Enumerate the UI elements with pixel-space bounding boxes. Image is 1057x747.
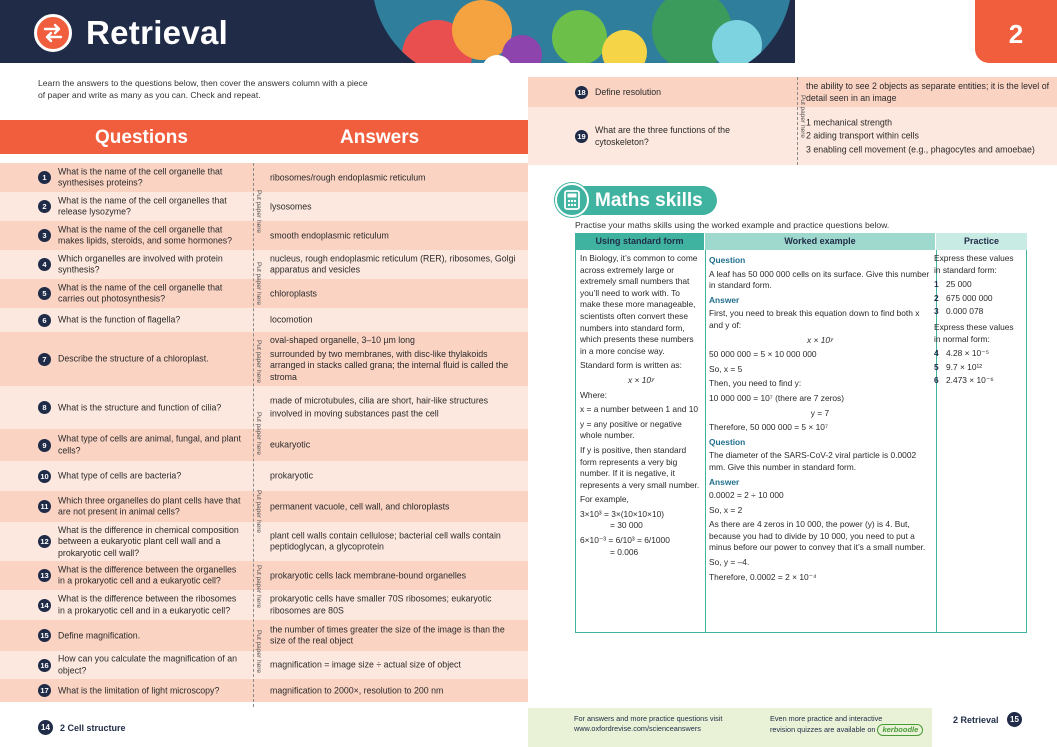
answer-line: magnification to 2000×, resolution to 200 nm <box>270 684 444 695</box>
kerboodle-logo[interactable]: kerboodle <box>877 724 923 736</box>
answer-line: made of microtubules, cilia are short, hair-like structures <box>270 395 489 405</box>
qa-row <box>0 522 528 561</box>
chapter-number-badge: 2 <box>975 0 1057 63</box>
page-number-right: 15 <box>1007 712 1022 727</box>
answer-text <box>270 229 520 243</box>
header-worked-example: Worked example <box>705 233 935 250</box>
answer-line: ribosomes/rough endoplasmic reticulum <box>270 171 426 182</box>
question-text: What is the limitation of light microscopy? <box>58 684 220 695</box>
question-text: Define resolution <box>595 87 662 97</box>
put-paper-here-label: Put paper here <box>255 190 262 234</box>
question-number-badge: 1 <box>38 171 51 184</box>
worked-eq-3: 10 000 000 = 10⁷ (there are 7 zeros) <box>709 392 845 403</box>
header-using-standard-form: Using standard form <box>575 233 704 250</box>
worked-eq-1: 50 000 000 = 5 × 10 000 000 <box>709 349 817 360</box>
worked-eq-7: So, y = –4. <box>709 557 750 568</box>
example-2: 6×10⁻³ = 6/10³ = 6/1000 <box>580 535 670 546</box>
question-text: What type of cells are bacteria? <box>58 470 182 481</box>
answer-line: smooth endoplasmic reticulum <box>270 229 389 240</box>
question-text: Which organelles are involved with protein synthesis? <box>58 253 223 275</box>
worked-therefore-2: Therefore, 0.0002 = 2 × 10⁻⁴ <box>709 571 817 582</box>
answer-line: magnification = image size ÷ actual size of object <box>270 659 461 670</box>
page-title: Retrieval <box>86 14 229 51</box>
answer-text <box>270 623 520 648</box>
question-number-badge: 2 <box>38 200 51 213</box>
question-number-badge: 14 <box>38 599 51 612</box>
answer-line: oval-shaped organelle, 3–10 µm long <box>270 335 415 345</box>
answer-line: surrounded by two membranes, with disc-like thylakoids arranged in stacks called grana; the internal fluid is called the stroma <box>270 348 509 382</box>
y-definition: y = any positive or negative whole number. <box>580 418 682 441</box>
question-label: Question <box>709 255 746 265</box>
question-text: How can you calculate the magnification of an object? <box>58 653 237 675</box>
answer-text <box>270 593 520 618</box>
answer-line: prokaryotic cells have smaller 70S ribosomes; eukaryotic ribosomes are 80S <box>270 593 492 615</box>
practice-item-number: 2 <box>934 292 939 303</box>
kerboodle-note <box>770 724 923 736</box>
practice-item-number: 4 <box>934 348 939 359</box>
answer-text <box>270 469 520 483</box>
question-number-badge: 19 <box>575 130 588 143</box>
answer-line: 3 enabling cell movement (e.g., phagocytes and amoebae) <box>806 144 1035 155</box>
answer-line: plant cell walls contain cellulose; bacterial cell walls contain peptidoglycan, a glycoprotein <box>270 530 501 552</box>
chapter-header <box>0 0 795 63</box>
put-paper-here-label: Put paper here <box>255 262 262 306</box>
header-practice: Practice <box>936 233 1027 250</box>
put-paper-here-label: Put paper here <box>255 630 262 674</box>
put-paper-here-label: Put paper here <box>799 95 806 139</box>
question-text: What type of cells are animal, fungal, and plant cells? <box>58 433 241 455</box>
worked-eq-6: So, x = 2 <box>709 504 743 515</box>
footer-chapter-title: 2 Cell structure <box>60 723 126 733</box>
worked-eq-4: y = 7 <box>810 407 830 418</box>
worked-formula: x × 10ʸ <box>807 334 833 345</box>
question-text: What are the three functions of the cytoskeleton? <box>595 125 730 147</box>
footer-left <box>0 708 528 747</box>
put-paper-here-label: Put paper here <box>255 340 262 384</box>
answer-text <box>270 500 520 514</box>
qa-row <box>528 107 1057 165</box>
practice-column <box>934 250 1022 389</box>
qa-rows-right <box>528 77 1057 165</box>
qa-row <box>0 651 528 679</box>
qa-row <box>528 77 1057 107</box>
answer-text <box>270 334 520 384</box>
practice-item <box>934 375 1022 387</box>
calculator-icon <box>555 183 589 217</box>
worked-explanation: As there are 4 zeros in 10 000, the power (y) is 4. But, because you had to divide by 10 000, you need to put a minus before our power to convey that it’s a small number. <box>709 519 926 553</box>
answer-text <box>270 438 520 452</box>
answers-header: Answers <box>340 127 420 148</box>
answer-label: Answer <box>709 294 740 305</box>
question-number-badge: 13 <box>38 569 51 582</box>
question-number-badge: 4 <box>38 258 51 271</box>
practice-item <box>934 362 1022 374</box>
worked-eq-5: 0.0002 = 2 ÷ 10 000 <box>709 490 784 501</box>
standard-form-explanation: In Biology, it’s common to come across extremely large or extremely small numbers that you’ll need to work with. To make these more manageable, scientists often convert these numbers into standard form, which presents these numbers in a more concise way. <box>580 253 698 356</box>
answer-text <box>806 79 1051 105</box>
worked-therefore-1: Therefore, 50 000 000 = 5 × 10⁷ <box>709 422 828 433</box>
answer-text <box>270 569 520 583</box>
answer-text <box>806 116 1051 157</box>
practice-item-value: 0.000 078 <box>946 306 984 317</box>
answer-line: the number of times greater the size of the image is than the size of the real object <box>270 624 505 646</box>
qa-row <box>0 386 528 429</box>
qa-row <box>0 429 528 461</box>
header-illustration <box>372 0 792 63</box>
question-text: What is the difference between the organelles in a prokaryotic cell and a eukaryotic cell? <box>58 564 237 586</box>
qa-row <box>0 163 528 192</box>
practice-item-value: 25 000 <box>946 279 972 290</box>
worked-example-column <box>709 250 931 586</box>
worked-question-2: The diameter of the SARS-CoV-2 viral particle is 0.0002 mm. Give this number in standard form. <box>709 450 917 472</box>
answer-line: locomotion <box>270 314 313 325</box>
qa-rows <box>0 163 528 702</box>
answer-text <box>270 394 520 421</box>
qa-row <box>0 250 528 279</box>
answer-line: 2 aiding transport within cells <box>806 131 919 141</box>
footer-right-banner <box>528 708 932 747</box>
example-2-result: = 0.006 <box>610 546 639 557</box>
practice-instruction-2: Express these values in normal form: <box>934 321 1014 344</box>
answer-text <box>270 529 520 554</box>
maths-col-divider <box>705 250 706 633</box>
practice-list-normal <box>934 348 1022 387</box>
worked-find-y: Then, you need to find y: <box>709 378 802 389</box>
question-text: What is the name of the cell organelle that makes lipids, steroids, and some hormones? <box>58 224 233 246</box>
questions-header: Questions <box>95 127 188 148</box>
answer-text <box>270 287 520 301</box>
question-text: Describe the structure of a chloroplast. <box>58 353 209 364</box>
page-number-left: 14 <box>38 720 53 735</box>
retrieval-arrows-icon <box>34 14 72 52</box>
answer-line: involved in moving substances past the cell <box>270 408 439 419</box>
practice-item-value: 675 000 000 <box>946 292 993 303</box>
practice-item <box>934 348 1022 360</box>
qa-row <box>0 491 528 522</box>
standard-form-column <box>580 250 702 561</box>
practice-item-number: 6 <box>934 375 939 386</box>
qa-table-header <box>0 120 528 154</box>
answer-line: 1 mechanical strength <box>806 117 893 128</box>
answers-url[interactable]: www.oxfordrevise.com/scienceanswers <box>574 724 701 733</box>
answer-line: nucleus, rough endoplasmic reticulum (RER), ribosomes, Golgi apparatus and vesicles <box>270 253 516 275</box>
qa-row <box>0 192 528 221</box>
question-number-badge: 12 <box>38 535 51 548</box>
answer-line: chloroplasts <box>270 287 317 298</box>
qa-row <box>0 461 528 491</box>
question-number-badge: 9 <box>38 439 51 452</box>
question-number-badge: 15 <box>38 629 51 642</box>
where-label: Where: <box>580 389 607 400</box>
maths-skills-intro: Practise your maths skills using the worked example and practice questions below. <box>575 220 890 230</box>
answer-text <box>270 313 520 327</box>
question-text: What is the name of the cell organelle that carries out photosynthesis? <box>58 282 223 304</box>
standard-form-definition: Standard form is written as: <box>580 360 682 371</box>
answer-text <box>270 252 520 277</box>
practice-item <box>934 279 1022 291</box>
qa-row <box>0 561 528 590</box>
qa-row <box>0 679 528 702</box>
retrieval-instructions: Learn the answers to the questions below, then cover the answers column with a piece of paper and write as many as you can. Check and repeat. <box>38 78 368 100</box>
put-paper-here-label: Put paper here <box>255 412 262 456</box>
question-number-badge: 5 <box>38 287 51 300</box>
x-definition: x = a number between 1 and 10 <box>580 404 699 415</box>
practice-item-value: 9.7 × 10¹² <box>946 361 983 372</box>
practice-item-number: 3 <box>934 306 939 317</box>
answer-line: the ability to see 2 objects as separate entities; it is the level of detail seen in an image <box>806 81 1050 103</box>
put-paper-here-label: Put paper here <box>255 490 262 534</box>
qa-row <box>0 221 528 250</box>
question-number-badge: 17 <box>38 684 51 697</box>
qa-row <box>0 279 528 308</box>
put-paper-here-label: Put paper here <box>255 565 262 609</box>
question-number-badge: 3 <box>38 229 51 242</box>
answer-line: prokaryotic cells lack membrane-bound organelles <box>270 569 467 580</box>
practice-item-value: 4.28 × 10⁻⁵ <box>946 348 990 359</box>
answer-text <box>270 171 520 185</box>
question-text: What is the difference in chemical composition between a eukaryotic plant cell wall and a prokaryotic cell wall? <box>58 524 239 558</box>
practice-item-number: 5 <box>934 361 939 372</box>
worked-eq-2: So, x = 5 <box>709 363 743 374</box>
qa-row <box>0 308 528 332</box>
question-text: What is the name of the cell organelles that release lysozyme? <box>58 195 227 217</box>
practice-item <box>934 293 1022 305</box>
question-text: Which three organelles do plant cells have that are not present in animal cells? <box>58 495 241 517</box>
worked-question-1: A leaf has 50 000 000 cells on its surface. Give this number in standard form. <box>709 268 930 291</box>
answer-line: lysosomes <box>270 200 312 211</box>
qa-row <box>0 332 528 386</box>
question-number-badge: 7 <box>38 353 51 366</box>
header-gap <box>795 0 975 63</box>
question-number-badge: 16 <box>38 659 51 672</box>
answer-text <box>270 200 520 214</box>
answers-note: For answers and more practice questions visit <box>574 714 723 723</box>
put-paper-divider <box>253 163 254 707</box>
question-number-badge: 6 <box>38 314 51 327</box>
standard-form-formula: x × 10ʸ <box>628 374 654 385</box>
example-1: 3×10³ = 3×(10×10×10) <box>580 508 665 519</box>
put-paper-divider-right <box>797 77 798 165</box>
maths-skills-table <box>575 233 1027 633</box>
maths-skills-title: Maths skills <box>575 186 717 215</box>
kerboodle-note-2: revision quizzes are available on <box>770 725 876 734</box>
question-text: What is the function of flagella? <box>58 314 181 325</box>
footer-right-title: 2 Retrieval <box>953 715 999 725</box>
answer-text <box>270 684 520 698</box>
question-text: What is the name of the cell organelle that synthesises proteins? <box>58 166 223 188</box>
worked-answer-1-intro: First, you need to break this equation down to find both x and y of: <box>709 308 920 330</box>
question-text: Define magnification. <box>58 629 141 640</box>
answer-text <box>270 658 520 672</box>
sign-explanation: If y is positive, then standard form represents a very big number. If it is negative, it represents a very small number. <box>580 444 700 490</box>
kerboodle-note-1: Even more practice and interactive <box>770 714 883 723</box>
example-1-result: = 30 000 <box>610 520 643 531</box>
practice-list-standard <box>934 279 1022 318</box>
answer-line: eukaryotic <box>270 439 311 450</box>
answer-label: Answer <box>709 476 740 487</box>
question-number-badge: 18 <box>575 86 588 99</box>
question-number-badge: 11 <box>38 500 51 513</box>
question-text: What is the structure and function of cilia? <box>58 401 222 412</box>
practice-instruction-1: Express these values in standard form: <box>934 253 1014 275</box>
practice-item <box>934 306 1022 318</box>
question-number-badge: 10 <box>38 470 51 483</box>
answer-line: permanent vacuole, cell wall, and chloroplasts <box>270 500 450 511</box>
question-text: What is the difference between the ribosomes in a prokaryotic cell and in a eukaryotic cell? <box>58 593 237 615</box>
question-label: Question <box>709 436 746 447</box>
qa-row <box>0 590 528 620</box>
qa-row <box>0 620 528 651</box>
answer-line: prokaryotic <box>270 470 314 481</box>
practice-item-number: 1 <box>934 279 939 290</box>
example-label: For example, <box>580 494 629 505</box>
question-number-badge: 8 <box>38 401 51 414</box>
practice-item-value: 2.473 × 10⁻⁶ <box>946 375 994 386</box>
